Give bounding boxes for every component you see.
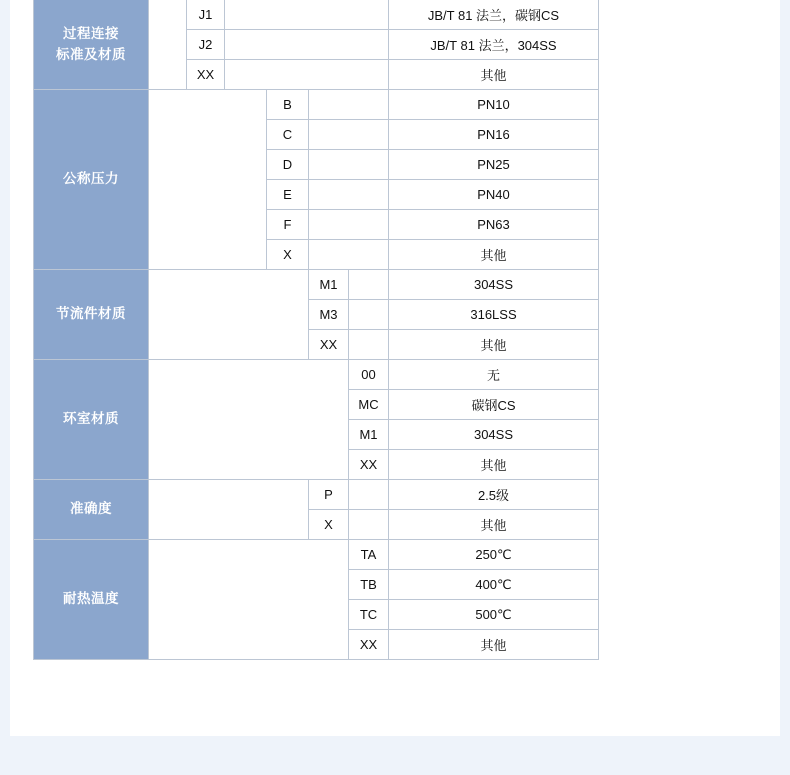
value-cell-d: PN25 [389,150,599,180]
value-cell-b: PN10 [389,90,599,120]
code-cell-j2: J2 [187,30,225,60]
blank-cell [349,480,389,510]
table-row [34,270,599,300]
spacer-cell [149,480,309,540]
blank-cell [225,30,389,60]
code-cell-m3: M3 [309,300,349,330]
value-cell-j2: JB/T 81 法兰，304SS [389,30,599,60]
value-cell-xx-heat: 其他 [389,630,599,660]
blank-cell [349,330,389,360]
spacer-cell [149,90,267,270]
code-cell-m1-ring: M1 [349,420,389,450]
blank-cell [225,0,389,30]
value-cell-xx-ring: 其他 [389,450,599,480]
blank-cell [309,180,389,210]
value-cell-tc: 500℃ [389,600,599,630]
code-cell-xx-ring: XX [349,450,389,480]
value-cell-xx-process: 其他 [389,60,599,90]
row-label-accuracy: 准确度 [34,480,149,540]
code-cell-xx-process: XX [187,60,225,90]
code-cell-p: P [309,480,349,510]
code-cell-m1: M1 [309,270,349,300]
blank-cell [309,240,389,270]
table-row [34,360,599,390]
row-label-ring-chamber-material: 环室材质 [34,360,149,480]
code-cell-d: D [267,150,309,180]
spacer-cell [149,540,349,660]
code-cell-xx-heat: XX [349,630,389,660]
value-cell-c: PN16 [389,120,599,150]
value-cell-x-pressure: 其他 [389,240,599,270]
value-cell-m1: 304SS [389,270,599,300]
code-cell-x-pressure: X [267,240,309,270]
value-cell-xx-throttle: 其他 [389,330,599,360]
row-label-process-connection [34,0,149,90]
value-cell-m1-ring: 304SS [389,420,599,450]
code-cell-e: E [267,180,309,210]
code-cell-xx-throttle: XX [309,330,349,360]
code-cell-tc: TC [349,600,389,630]
row-label-line2: 标准及材质 [56,46,126,62]
spacer-cell [149,360,349,480]
code-cell-ta: TA [349,540,389,570]
value-cell-tb: 400℃ [389,570,599,600]
code-cell-tb: TB [349,570,389,600]
blank-cell [309,120,389,150]
code-cell-b: B [267,90,309,120]
table-row [34,480,599,510]
value-cell-p: 2.5级 [389,480,599,510]
code-cell-mc: MC [349,390,389,420]
blank-cell [309,90,389,120]
table-row [34,540,599,570]
row-label-throttle-material: 节流件材质 [34,270,149,360]
value-cell-00: 无 [389,360,599,390]
blank-cell [349,300,389,330]
code-cell-x-accuracy: X [309,510,349,540]
blank-cell [309,210,389,240]
table-row [34,0,599,30]
value-cell-ta: 250℃ [389,540,599,570]
value-cell-e: PN40 [389,180,599,210]
spacer-cell [149,270,309,360]
row-label-nominal-pressure: 公称压力 [34,90,149,270]
value-cell-m3: 316LSS [389,300,599,330]
blank-cell [309,150,389,180]
row-label-line1: 过程连接 [63,25,119,41]
code-cell-j1: J1 [187,0,225,30]
product-code-spec-table [33,0,599,660]
value-cell-mc: 碳钢CS [389,390,599,420]
value-cell-f: PN63 [389,210,599,240]
blank-cell [349,510,389,540]
spacer-cell [149,0,187,90]
blank-cell [349,270,389,300]
row-label-heat-resistance: 耐热温度 [34,540,149,660]
value-cell-x-accuracy: 其他 [389,510,599,540]
code-cell-00: 00 [349,360,389,390]
code-cell-f: F [267,210,309,240]
code-cell-c: C [267,120,309,150]
blank-cell [225,60,389,90]
table-row [34,90,599,120]
value-cell-j1: JB/T 81 法兰，碳钢CS [389,0,599,30]
